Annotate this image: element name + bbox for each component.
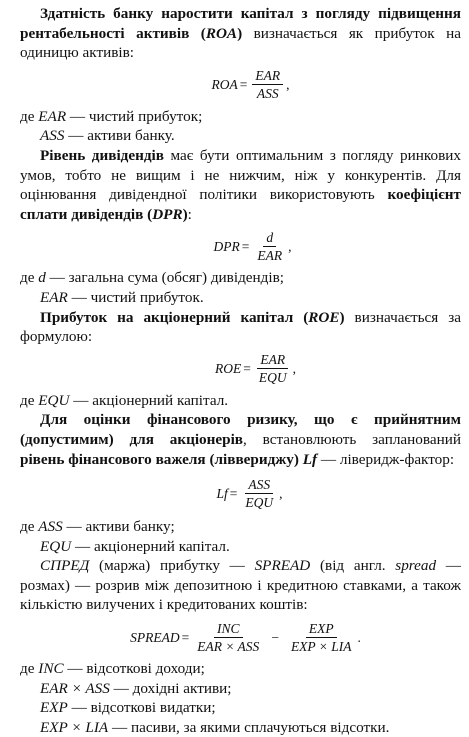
formula-lf: [38, 469, 461, 517]
formula-spread-eq: =: [181, 629, 190, 645]
definition-roe-1: [20, 391, 461, 411]
paragraph-roa: [20, 4, 461, 63]
spread-text-3: — розмах) — розрив між депозитною і кредитною ставками, а також кількістю вилучених і кредитованих коштів:: [20, 557, 461, 614]
formula-roa-eq: =: [239, 77, 248, 93]
def-var: INC: [38, 660, 64, 678]
definition-lf-1: [20, 517, 461, 537]
def-text: — чистий прибуток;: [66, 107, 203, 125]
formula-roa-denominator: ASS: [256, 86, 279, 102]
formula-roe-eq: =: [243, 361, 251, 377]
spread-term-ua: СПРЕД: [40, 557, 90, 575]
dividends-heading: Рівень дивідендів: [40, 146, 164, 164]
def-text: — активи банку.: [64, 127, 175, 145]
roa-abbr: ROA: [205, 24, 238, 42]
formula-roe-punct: ,: [292, 361, 296, 377]
formula-lf-fraction: [242, 477, 276, 510]
def-var: ASS: [40, 127, 65, 145]
roe-abbr: ROE: [308, 308, 340, 326]
formula-lf-numerator: ASS: [245, 477, 273, 494]
dividends-text: має бути оптимальним з погляду ринкових умов, тобто не вищим і не нижчим, ніж у конкурентів. Для оцінювання дивідендної політики використовують: [20, 146, 461, 204]
def-text: — пасиви, за якими сплачуються відсотки.: [108, 718, 390, 736]
formula-roe-fraction: [256, 352, 290, 385]
formula-spread-fraction-2: [288, 621, 355, 654]
formula-spread-numerator-2: EXP: [306, 621, 337, 638]
formula-dpr-lhs: DPR: [213, 238, 240, 254]
def-var: EXP × LIA: [40, 718, 109, 736]
paragraph-leverage: [20, 410, 461, 469]
spread-text-2: (від англ.: [310, 557, 396, 575]
def-var: ASS: [38, 518, 63, 536]
def-var: EAR × ASS: [40, 679, 110, 697]
def-text: — загальна сума (обсяг) дивідендів;: [45, 269, 285, 287]
spread-text-1: (маржа) прибутку —: [89, 557, 255, 575]
definition-dpr-1: [20, 268, 461, 288]
roa-text: визначається як прибуток на одиницю активів:: [20, 24, 461, 62]
formula-dpr-denominator: EAR: [257, 247, 283, 263]
formula-roa-lhs: ROA: [211, 77, 238, 93]
formula-spread-minus: −: [271, 629, 279, 645]
formula-lf-punct: ,: [279, 485, 283, 501]
formula-spread-denominator-1: EAR × ASS: [197, 638, 260, 654]
def-prefix: де: [20, 391, 39, 409]
leverage-text-2: — ліверидж-фактор:: [317, 450, 455, 468]
lf-abbr: Lf: [302, 450, 318, 468]
dpr-abbr: DPR: [152, 205, 183, 223]
formula-roa-punct: ,: [286, 77, 290, 93]
formula-spread-punct: .: [357, 629, 361, 645]
dpr-close: ): [182, 205, 188, 223]
formula-dpr: [44, 224, 461, 268]
formula-roa: [40, 63, 461, 107]
definition-spread-2: [20, 679, 461, 699]
roe-text: визначається за формулою:: [20, 308, 461, 346]
definition-spread-4: [20, 718, 461, 737]
formula-spread-denominator-2: EXP × LIA: [290, 638, 352, 654]
spread-term-en: SPREAD: [254, 557, 311, 575]
roa-heading: Здатність банку наростити капітал з погляду підвищення рентабельності активів (: [20, 5, 461, 42]
formula-roe-denominator: EQU: [258, 370, 287, 386]
definition-spread-3: [20, 698, 461, 718]
formula-dpr-fraction: [254, 230, 285, 263]
roe-heading: Прибуток на акціонерний капітал (: [40, 308, 309, 326]
definition-roa-2: [20, 126, 461, 146]
def-prefix: де: [20, 518, 39, 536]
definition-roa-1: [20, 107, 461, 127]
formula-dpr-numerator: d: [263, 230, 276, 247]
dpr-term: коефіцієнт сплати дивідендів (: [20, 186, 461, 223]
def-text: — активи банку;: [62, 518, 175, 536]
def-var: EQU: [38, 391, 70, 409]
definition-lf-2: [20, 537, 461, 557]
formula-spread: [30, 615, 461, 659]
formula-roa-fraction: [252, 68, 283, 101]
def-var: d: [38, 269, 46, 287]
roa-close: ): [237, 24, 243, 42]
formula-roa-numerator: EAR: [252, 68, 283, 85]
def-var: EQU: [40, 537, 72, 555]
formula-lf-eq: =: [229, 485, 238, 501]
def-var: EAR: [38, 107, 67, 125]
formula-spread-fraction-1: [194, 621, 262, 654]
leverage-heading: Для оцінки фінансового ризику, що є прийнятним (допустимим) для акціонерів: [20, 411, 461, 448]
formula-roe-lhs: ROE: [215, 361, 242, 377]
spread-word: spread: [395, 557, 437, 575]
dividends-colon: :: [187, 205, 192, 223]
roe-close: ): [339, 308, 345, 326]
def-var: EAR: [40, 288, 68, 306]
def-text: — відсоткові доходи;: [63, 660, 205, 678]
def-text: — дохідні активи;: [109, 679, 232, 697]
paragraph-spread: [20, 556, 461, 615]
formula-dpr-eq: =: [241, 238, 250, 254]
formula-lf-denominator: EQU: [245, 494, 274, 510]
leverage-text: , встановлюють запланований: [243, 430, 461, 448]
def-prefix: де: [20, 269, 39, 287]
def-text: — відсоткові видатки;: [67, 699, 216, 717]
def-var: EXP: [40, 699, 68, 717]
def-prefix: де: [20, 107, 39, 125]
paragraph-dividends: [20, 146, 461, 224]
leverage-term: рівень фінансового важеля (ліввериджу): [20, 450, 303, 468]
definition-dpr-2: [20, 288, 461, 308]
formula-spread-numerator-1: INC: [214, 621, 243, 638]
formula-roe-numerator: EAR: [257, 352, 288, 369]
def-prefix: де: [20, 660, 39, 678]
formula-lf-lhs: Lf: [216, 485, 228, 501]
def-text: — чистий прибуток.: [67, 288, 204, 306]
def-text: — акціонерний капітал.: [69, 391, 229, 409]
formula-roe: [50, 347, 461, 391]
formula-dpr-punct: ,: [288, 238, 292, 254]
paragraph-roe: [20, 308, 461, 347]
def-text: — акціонерний капітал.: [71, 537, 230, 555]
formula-spread-lhs: SPREAD: [130, 629, 180, 645]
